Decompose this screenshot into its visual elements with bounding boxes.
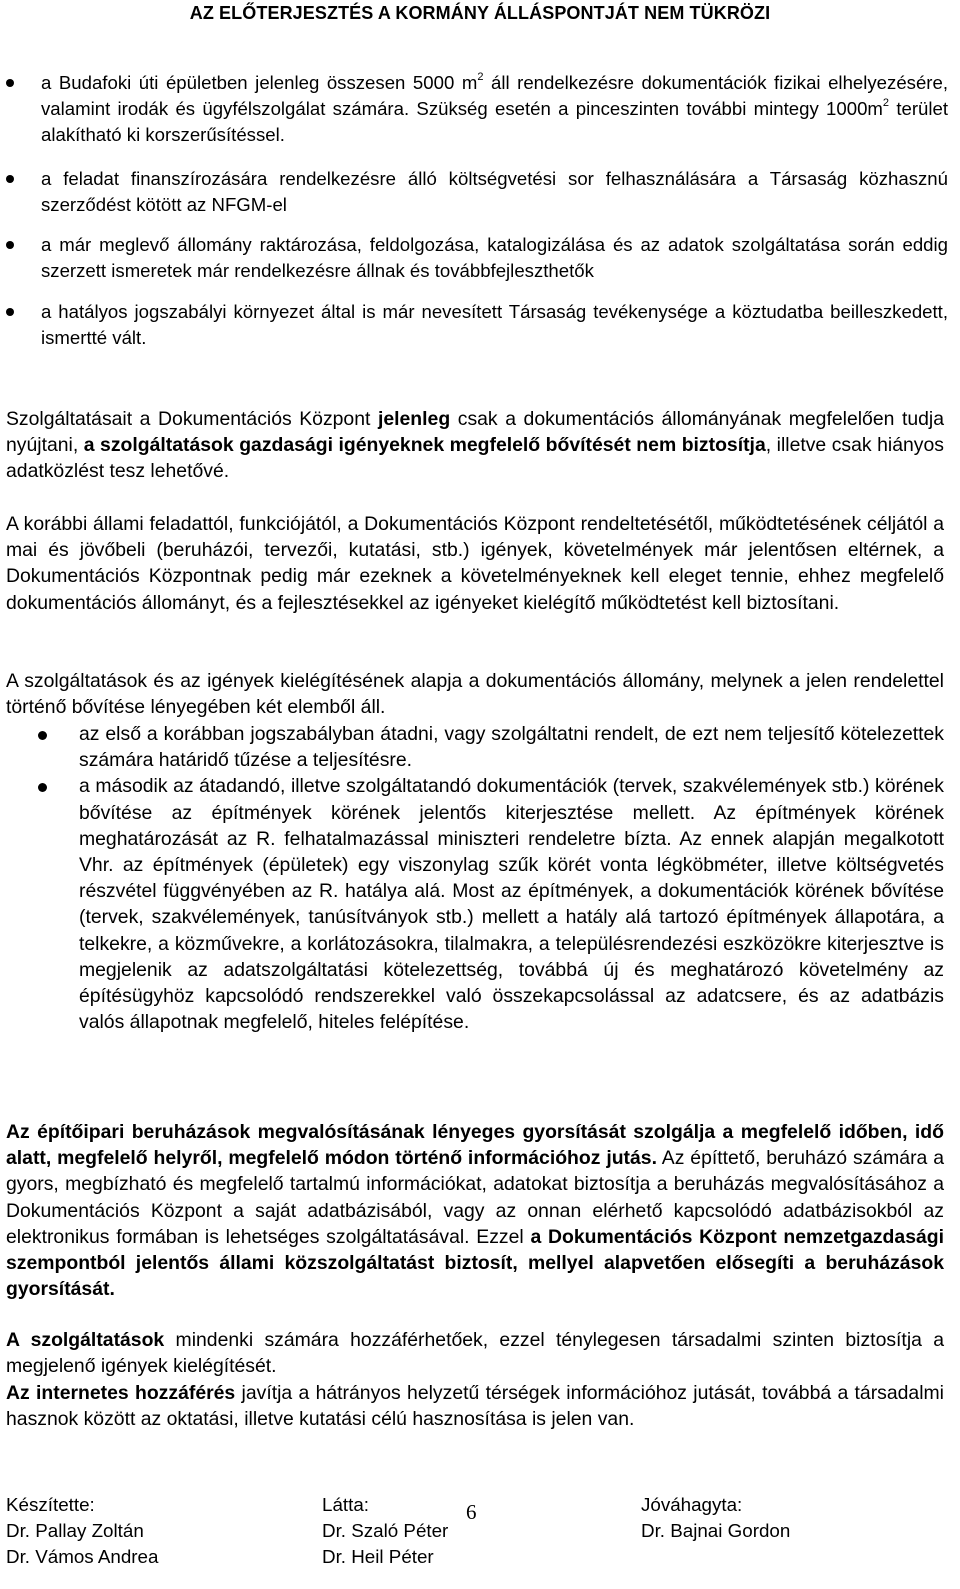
paragraph-services: Szolgáltatásait a Dokumentációs Központ jelenleg csak a dokumentációs állományának megfelelően tudja nyújtani, a szolgáltatások gazdasági igényeknek megfelelő bővítését nem biztosítja, illetve csak hiányos adatközlést tesz lehetővé. [6, 408, 944, 483]
signature-footer [0, 1492, 960, 1589]
footer-name: Dr. Bajnai Gordon [641, 1520, 791, 1541]
bullet-list-mid [0, 721, 944, 1035]
bullet-icon [6, 175, 14, 183]
footer-name: Dr. Pallay Zoltán [6, 1520, 144, 1541]
bullet-icon [6, 241, 14, 249]
footer-reviewed-by [322, 1492, 448, 1570]
footer-label: Készítette: [6, 1494, 95, 1515]
footer-prepared-by [6, 1492, 158, 1570]
paragraph-accessibility: A szolgáltatások mindenki számára hozzáférhetőek, ezzel ténylegesen társadalmi szinten biztosítja a megjelenő igények kielégítését. [6, 1329, 945, 1378]
bullet-list-top [0, 70, 948, 351]
page-header: AZ ELŐTERJESZTÉS A KORMÁNY ÁLLÁSPONTJÁT NEM TÜKRÖZI [189, 3, 771, 23]
footer-approved-by [641, 1492, 790, 1544]
bullet-item: a második az átadandó, illetve szolgáltatandó dokumentációk (tervek, szakvélemények stb.) körének bővítése az építmények körének jelentős kiterjesztése mellett. Az építmények körének meghatározását az R. felhatalmazással miniszteri rendeletre bízta. Az ennek alapján megalkotott Vhr. az építmények (épületek) egy viszonylag szűk körét vonta légköbméter, illetve költségvetés részvétel függvényében az R. hatálya alá. Most az építmények, a dokumentációk körének bővítése (tervek, szakvélemények, tanúsítványok stb.) mellett a hatály alá tartozó építmények állapotára, a telkekre, a közművekre, a korlátozásokra, tilalmakra, a településrendezési eszközökre kiterjesztve is megjelenik az adatszolgáltatási kötelezettség, továbbá új és meghatározó követelmény az építésügyhöz kapcsolódó rendszerekkel való összekapcsolással az adatcsere, és az adatbázis valós állapotnak megfelelő, hiteles felépítése. [0, 773, 944, 1035]
bullet-icon [6, 308, 14, 316]
bullet-icon [38, 731, 47, 740]
footer-name: Dr. Vámos Andrea [6, 1546, 159, 1567]
footer-label: Jóváhagyta: [641, 1494, 743, 1515]
paragraph-requirements: A korábbi állami feladattól, funkciójától, a Dokumentációs Központ rendeltetésétől, működtetésének céljától a mai és jövőbeli (beruházói, tervezői, kutatási, stb.) igények, követelmények már jelentősen eltérnek, a Dokumentációs Központnak pedig már ezeknek a követelményeknek kell eleget tennie, ehhez megfelelő dokumentációs állományt, és a fejlesztésekkel az igényeket kielégítő működtetést kell biztosítani. [6, 513, 944, 614]
footer-name: Dr. Heil Péter [322, 1546, 434, 1567]
bullet-item: a hatályos jogszabályi környezet által is már nevesített Társaság tevékenysége a köztudatba beilleszkedett, ismertté vált. [0, 299, 948, 351]
paragraph-internet: Az internetes hozzáférés javítja a hátrányos helyzetű térségek információhoz jutását, továbbá a társadalmi hasznok között az oktatási, illetve kutatási célú hasznosítása is jelen van. [6, 1382, 944, 1431]
bullet-item: az első a korábban jogszabályban átadni, vagy szolgáltatni rendelt, de ezt nem teljesítő kötelezettek számára határidő tűzése a teljesítésre. [0, 721, 944, 773]
bullet-item: a feladat finanszírozására rendelkezésre álló költségvetési sor felhasználására a Társaság közhasznú szerződést kötött az NFGM-el [0, 166, 948, 218]
footer-name: Dr. Szaló Péter [322, 1520, 449, 1541]
bullet-icon [38, 783, 47, 792]
footer-label: Látta: [322, 1494, 369, 1515]
page-number: 6 [466, 1500, 477, 1524]
bullet-icon [6, 79, 14, 87]
paragraph-basis: A szolgáltatások és az igények kielégítésének alapja a dokumentációs állomány, melynek a jelen rendelettel történő bővítése lényegében két elemből áll. [6, 670, 944, 719]
bullet-item: a Budafoki úti épületben jelenleg összesen 5000 $m^2$ áll rendelkezésre dokumentációk fizikai elhelyezésére, valamint irodák és ügyfélszolgálat számára. Szükség esetén a pinceszinten további mintegy $1000m^2$ terület alakítható ki korszerűsítéssel. [0, 70, 948, 148]
paragraph-acceleration: Az építőipari beruházások megvalósításának lényeges gyorsítását szolgálja a megfelelő időben, idő alatt, megfelelő helyről, megfelelő módon történő információhoz jutás. Az építtető, beruházó számára a gyors, megbízható és megfelelő tartalmú információkat, adatokat biztosítja a beruházás megvalósításához a Dokumentációs Központ a saját adatbázisából, vagy az onnan elérhető kapcsolódó adatbázisokból az elektronikus formában is lehetséges szolgáltatásával. Ezzel a Dokumentációs Központ nemzetgazdasági szempontból jelentős állami közszolgáltatást biztosít, mellyel alapvetően elősegíti a beruházások gyorsítását. [6, 1121, 944, 1301]
bullet-item: a már meglevő állomány raktározása, feldolgozása, katalogizálása és az adatok szolgáltatása során eddig szerzett ismeretek már rendelkezésre állnak és továbbfejleszthetők [0, 232, 948, 284]
